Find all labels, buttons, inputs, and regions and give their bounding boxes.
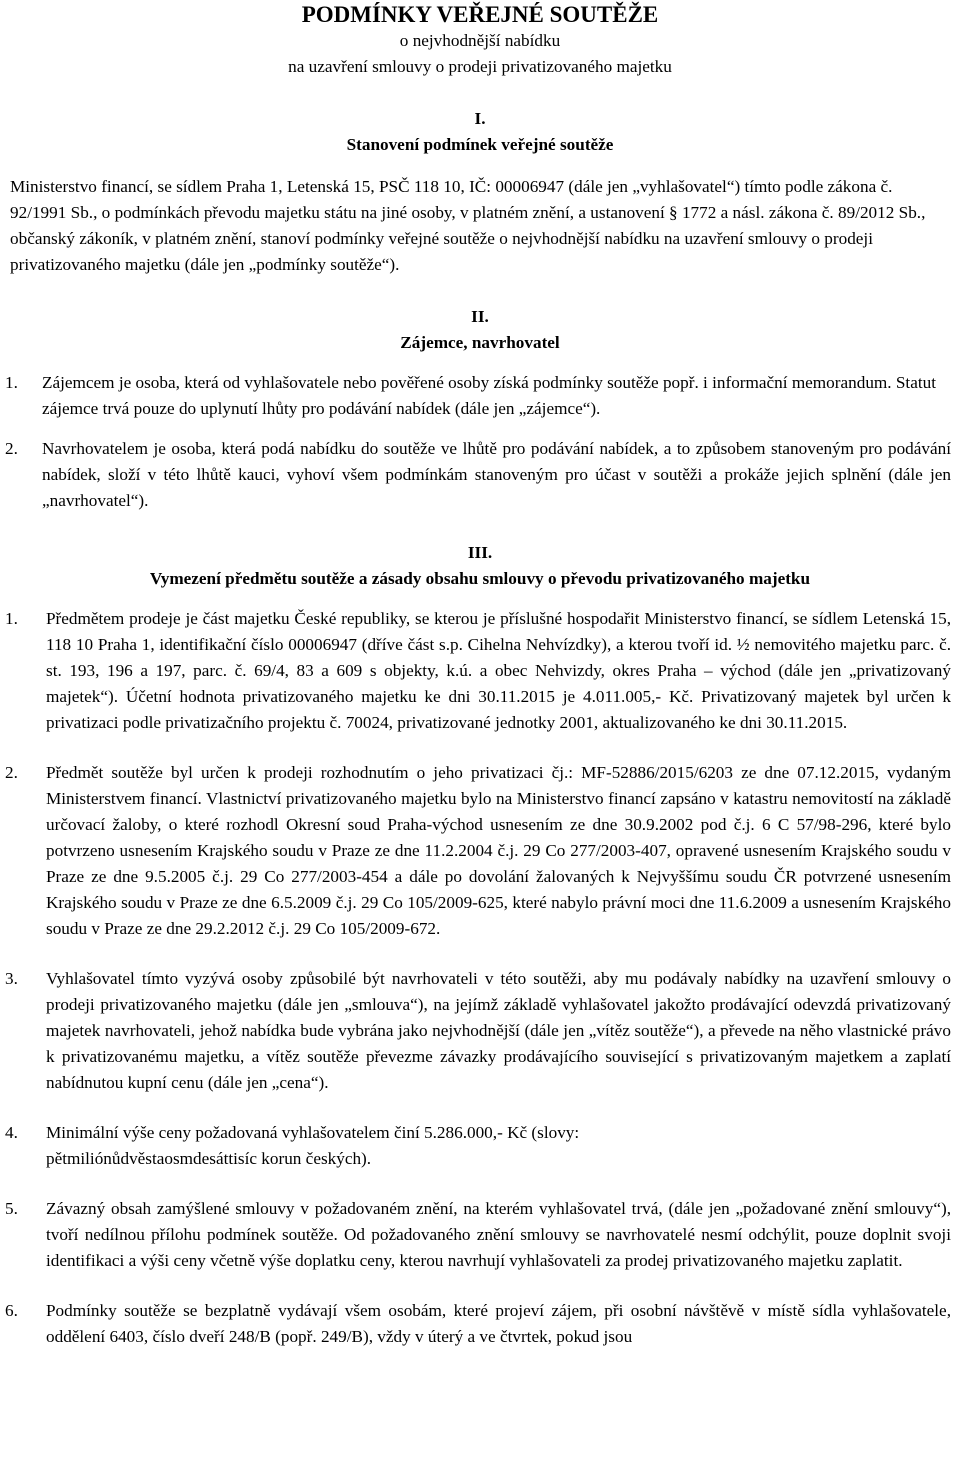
document-header <box>0 0 960 80</box>
section-3-item-2-number: 2. <box>5 763 18 782</box>
section-2-number: II. <box>471 307 489 326</box>
section-2-item-2-number: 2. <box>5 439 18 458</box>
section-3-item-4 <box>0 1120 960 1172</box>
section-3-number: III. <box>467 543 493 562</box>
section-3-item-3-number: 3. <box>5 969 18 988</box>
section-3-item-2 <box>0 760 960 942</box>
section-3-item-6 <box>0 1298 960 1350</box>
section-3-item-5-number: 5. <box>5 1199 18 1218</box>
section-2-title: Zájemce, navrhovatel <box>400 333 560 352</box>
section-3-item-6-number: 6. <box>5 1301 18 1320</box>
section-2-item-1-number: 1. <box>5 373 18 392</box>
section-3-item-4-number: 4. <box>5 1123 18 1142</box>
section-3-item-4-text-line-1: Minimální výše ceny požadovaná vyhlašovatelem činí 5.286.000,- Kč (slovy: <box>46 1123 580 1142</box>
section-1-number: I. <box>474 109 486 128</box>
section-3-item-1 <box>0 606 960 736</box>
section-3 <box>0 540 960 1350</box>
section-1-title: Stanovení podmínek veřejné soutěže <box>346 135 614 154</box>
section-1-paragraph: Ministerstvo financí, se sídlem Praha 1, Letenská 15, PSČ 118 10, IČ: 00006947 (dále jen „vyhlašovatel“) tímto podle zákona č. 92/1991 Sb., o podmínkách převodu majetku státu na jiné osoby, v platném znění, a ustanovení § 1772 a násl. zákona č. 89/2012 Sb., občanský zákoník, v platném znění, stanoví podmínky veřejné soutěže o nejvhodnější nabídku na uzavření smlouvy o prodeji privatizovaného majetku (dále jen „podmínky soutěže“). <box>10 177 926 274</box>
section-3-item-2-text: Předmět soutěže byl určen k prodeji rozhodnutím o jeho privatizaci čj.: MF-52886/2015/6203 ze dne 07.12.2015, vydaným Ministerstvem financí. Vlastnictví privatizovaného majetku bylo na Ministerstvo financí zapsáno v katastru nemovitostí na základě určovací žaloby, o které rozhodl Okresní soud Praha-východ usnesením ze dne 30.9.2002 pod č.j. 6 C 57/98-296, které bylo potvrzeno usnesením Krajského soudu v Praze ze dne 11.2.2004 č.j. 29 Co 277/2003-407, opravené usnesením Krajského soudu v Praze ze dne 9.5.2005 č.j. 29 Co 277/2003-454 a dále po dovolání žalovaných k Nejvyššímu soudu ČR potvrzené usnesením Krajského soudu v Praze ze dne 6.5.2009 č.j. 29 Co 105/2009-625, které nabylo právní moci dne 11.6.2009 a usnesením Krajského soudu v Praze ze dne 29.2.2012 č.j. 29 Co 105/2009-672. <box>46 763 951 938</box>
section-3-item-1-number: 1. <box>5 609 18 628</box>
section-1 <box>0 106 960 278</box>
document-subtitle-line-2: na uzavření smlouvy o prodeji privatizovaného majetku <box>288 57 672 76</box>
section-3-item-4-text-line-2: pětmiliónůdvěstaosmdesáttisíc korun českých). <box>46 1149 372 1168</box>
section-2-item-2-text: Navrhovatelem je osoba, která podá nabídku do soutěže ve lhůtě pro podávání nabídek, a to způsobem stanoveným pro podávání nabídek, složí v této lhůtě kauci, vyhoví všem podmínkám stanoveným pro účast v soutěži a prokáže jejich splnění (dále jen „navrhovatel“). <box>42 439 951 510</box>
section-3-item-3 <box>0 966 960 1096</box>
document-title: PODMÍNKY VEŘEJNÉ SOUTĚŽE <box>301 2 659 27</box>
section-3-item-6-text: Podmínky soutěže se bezplatně vydávají všem osobám, které projeví zájem, při osobní návštěvě v místě sídla vyhlašovatele, oddělení 6403, číslo dveří 248/B (popř. 249/B), vždy v úterý a ve čtvrtek, pokud jsou <box>46 1301 951 1346</box>
section-2-item-1 <box>0 370 960 422</box>
section-3-item-5-text: Závazný obsah zamýšlené smlouvy v požadovaném znění, na kterém vyhlašovatel trvá, (dále jen „požadované znění smlouvy“), tvoří nedílnou přílohu podmínek soutěže. Od požadovaného znění smlouvy se navrhovatelé nesmí odchýlit, pouze doplnit svoji identifikaci a výši ceny včetně výše doplatku ceny, kterou navrhují vyhlašovateli za prodej privatizovaného majetku zaplatit. <box>46 1199 951 1270</box>
section-2-item-1-text: Zájemcem je osoba, která od vyhlašovatele nebo pověřené osoby získá podmínky soutěže popř. i informační memorandum. Statut zájemce trvá pouze do uplynutí lhůty pro podávání nabídek (dále jen „zájemce“). <box>42 373 936 418</box>
document-subtitle-line-1: o nejvhodnější nabídku <box>399 31 561 50</box>
section-2-item-2 <box>0 436 960 514</box>
section-3-item-1-text: Předmětem prodeje je část majetku České republiky, se kterou je příslušné hospodařit Ministerstvo financí, se sídlem Letenská 15, 118 10 Praha 1, identifikační číslo 00006947 (dříve část s.p. Cihelna Nehvízdky), a kterou tvoří id. ½ nemovitého majetku parc. č. st. 193, 196 a 197, parc. č. 69/4, 83 a 609 s objekty, k.ú. a obec Nehvizdy, okres Praha – východ (dále jen „privatizovaný majetek“). Účetní hodnota privatizovaného majetku ke dni 30.11.2015 je 4.011.005,- Kč. Privatizovaný majetek byl určen k privatizaci podle privatizačního projektu č. 70024, privatizované jednotky 2001, aktualizovaného ke dni 30.11.2015. <box>46 609 951 732</box>
section-3-title: Vymezení předmětu soutěže a zásady obsahu smlouvy o převodu privatizovaného majetku <box>149 569 811 588</box>
section-3-item-3-text: Vyhlašovatel tímto vyzývá osoby způsobilé být navrhovateli v této soutěži, aby mu podávaly nabídky na uzavření smlouvy o prodeji privatizovaného majetku (dále jen „smlouva“), na jejímž základě vyhlašovatel jakožto prodávající odevzdá privatizovaný majetek navrhovateli, jehož nabídka bude vybrána jako nejvhodnější (dále jen „vítěz soutěže“), a převede na něho vlastnické právo k privatizovanému majetku, a vítěz soutěže převezme závazky prodávajícího související s privatizovaným majetkem a zaplatí nabídnutou kupní cenu (dále jen „cena“). <box>46 969 951 1092</box>
section-2 <box>0 304 960 514</box>
section-3-item-5 <box>0 1196 960 1274</box>
